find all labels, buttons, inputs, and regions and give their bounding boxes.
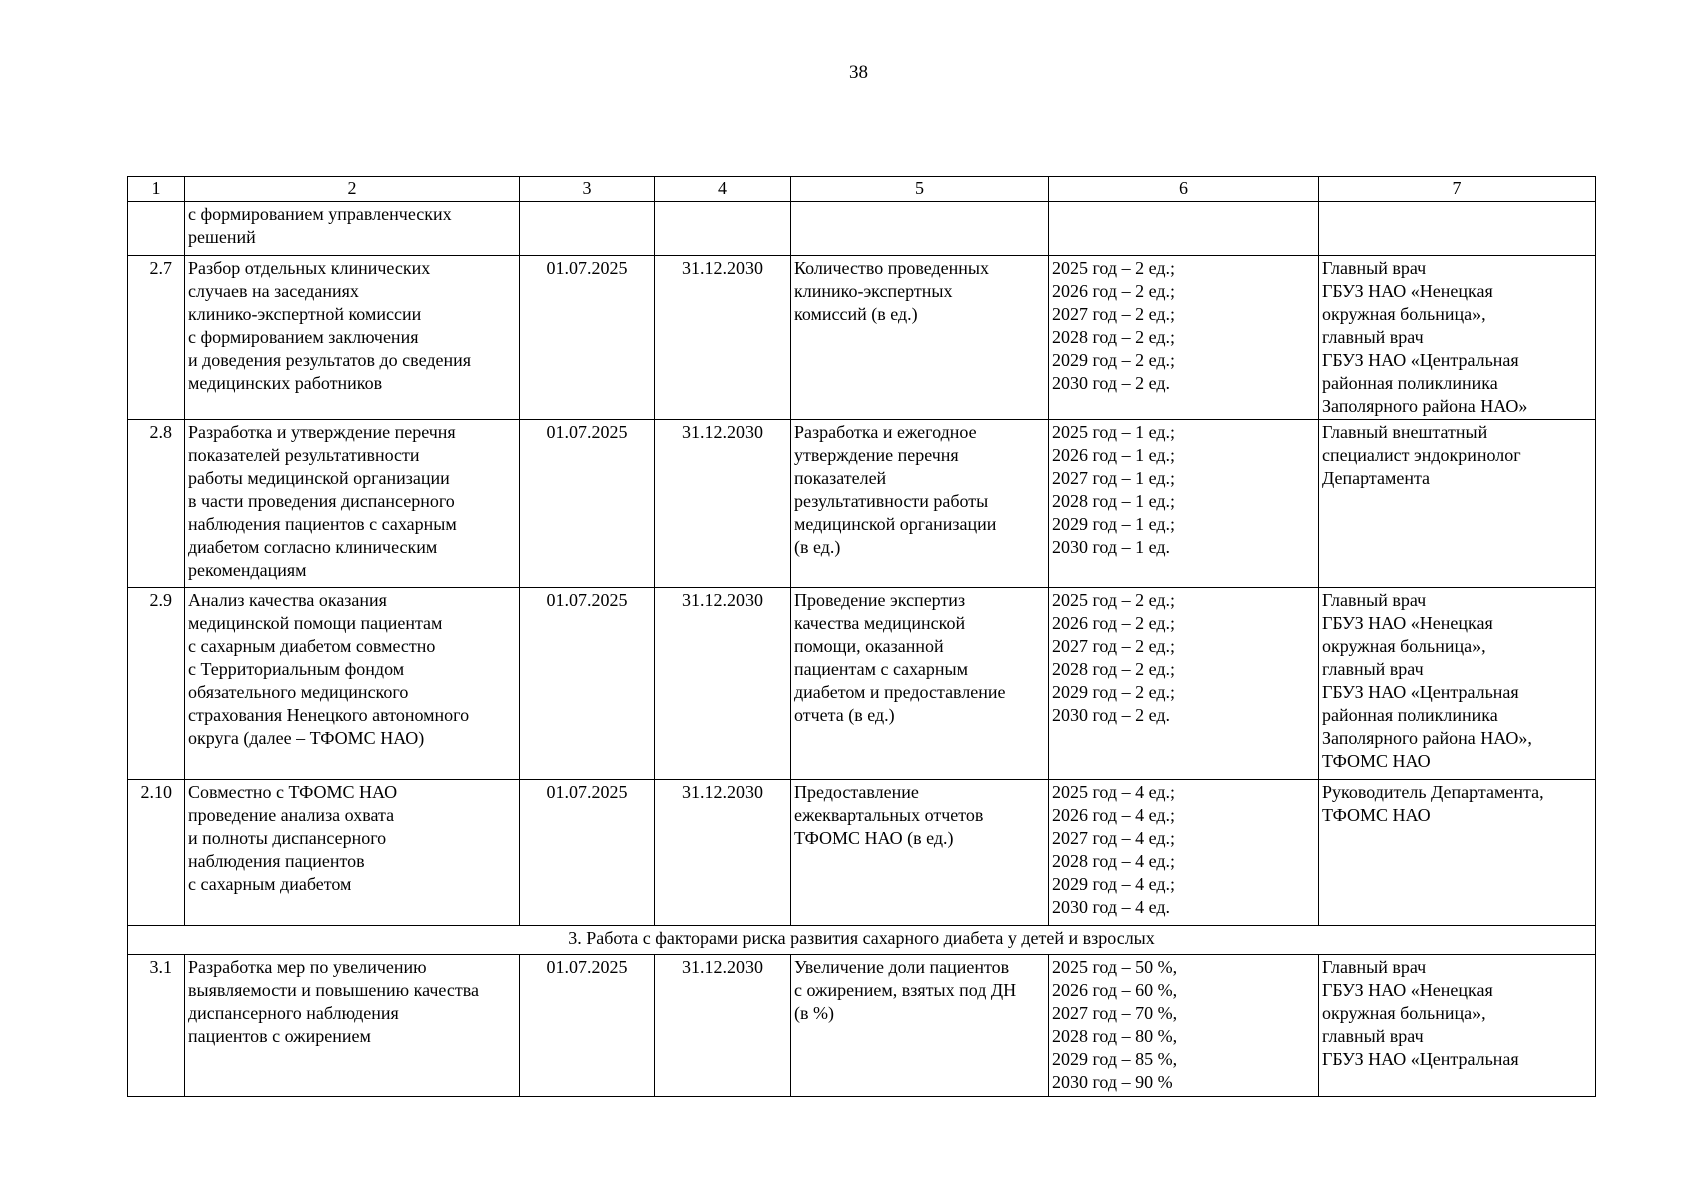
responsible-line: специалист эндокринолог xyxy=(1322,445,1521,465)
value-line: 2028 год – 80 %, xyxy=(1052,1026,1178,1046)
table-row xyxy=(128,256,1596,420)
indicator-cell xyxy=(791,256,1049,420)
activity-line: с сахарным диабетом xyxy=(188,874,352,894)
value-line: 2027 год – 70 %, xyxy=(1052,1003,1178,1023)
value-line: 2030 год – 1 ед. xyxy=(1052,537,1170,557)
indicator-line: диабетом и предоставление xyxy=(794,682,1006,702)
column-number: 4 xyxy=(655,177,791,202)
activity-cell xyxy=(185,256,520,420)
responsible-line: Главный врач xyxy=(1322,258,1427,278)
end-date: 31.12.2030 xyxy=(655,420,791,588)
value-line: 2028 год – 2 ед.; xyxy=(1052,327,1175,347)
indicator-line: утверждение перечня xyxy=(794,445,959,465)
activity-line: Разработка и утверждение перечня xyxy=(188,422,456,442)
activity-line: работы медицинской организации xyxy=(188,468,450,488)
value-line: 2028 год – 4 ед.; xyxy=(1052,851,1175,871)
activity-line: и полноты диспансерного xyxy=(188,828,387,848)
activity-line: рекомендациям xyxy=(188,560,307,580)
value-line: 2030 год – 2 ед. xyxy=(1052,705,1170,725)
indicator-line: комиссий (в ед.) xyxy=(794,304,918,324)
start-date: 01.07.2025 xyxy=(520,780,655,926)
start-date: 01.07.2025 xyxy=(520,955,655,1097)
activity-line: Разбор отдельных клинических xyxy=(188,258,431,278)
activity-line: обязательного медицинского xyxy=(188,682,409,702)
activity-line: с формированием заключения xyxy=(188,327,419,347)
start-date: 01.07.2025 xyxy=(520,420,655,588)
value-line: 2025 год – 2 ед.; xyxy=(1052,590,1175,610)
responsible-line: ГБУЗ НАО «Ненецкая xyxy=(1322,613,1493,633)
activity-line: Совместно с ТФОМС НАО xyxy=(188,782,398,802)
column-number: 3 xyxy=(520,177,655,202)
activity-line: выявляемости и повышению качества xyxy=(188,980,479,1000)
activity-cell xyxy=(185,420,520,588)
end-date: 31.12.2030 xyxy=(655,588,791,780)
indicator-line: с ожирением, взятых под ДН xyxy=(794,980,1017,1000)
value-line: 2027 год – 2 ед.; xyxy=(1052,636,1175,656)
value-line: 2026 год – 2 ед.; xyxy=(1052,613,1175,633)
activity-line: с формированием управленческих xyxy=(188,204,452,224)
responsible-line: окружная больница», xyxy=(1322,304,1486,324)
end-date: 31.12.2030 xyxy=(655,780,791,926)
value-line: 2026 год – 4 ед.; xyxy=(1052,805,1175,825)
indicator-line: помощи, оказанной xyxy=(794,636,944,656)
section-heading: 3. Работа с факторами риска развития сахарного диабета у детей и взрослых xyxy=(128,926,1596,955)
activity-line: диспансерного наблюдения xyxy=(188,1003,399,1023)
indicator-line: (в ед.) xyxy=(794,537,841,557)
activity-line: в части проведения диспансерного xyxy=(188,491,455,511)
responsible-line: ГБУЗ НАО «Центральная xyxy=(1322,1049,1519,1069)
page-number: 38 xyxy=(849,62,868,83)
activity-line: медицинской помощи пациентам xyxy=(188,613,443,633)
value-line: 2030 год – 90 % xyxy=(1052,1072,1173,1092)
value-line: 2025 год – 50 %, xyxy=(1052,957,1178,977)
activity-line: Разработка мер по увеличению xyxy=(188,957,427,977)
activity-line: округа (далее – ТФОМС НАО) xyxy=(188,728,425,748)
responsible-cell xyxy=(1319,780,1596,926)
value-line: 2026 год – 1 ед.; xyxy=(1052,445,1175,465)
values-cell xyxy=(1049,955,1319,1097)
indicator-line: Количество проведенных xyxy=(794,258,989,278)
indicator-line: Предоставление xyxy=(794,782,919,802)
responsible-line: Заполярного района НАО», xyxy=(1322,728,1532,748)
activity-line: наблюдения пациентов с сахарным xyxy=(188,514,457,534)
indicator-line: ежеквартальных отчетов xyxy=(794,805,984,825)
responsible-line: Руководитель Департамента, xyxy=(1322,782,1544,802)
activity-line: наблюдения пациентов xyxy=(188,851,365,871)
indicator-line: Увеличение доли пациентов xyxy=(794,957,1010,977)
column-number: 1 xyxy=(128,177,185,202)
row-number: 2.8 xyxy=(128,420,185,588)
activity-line: проведение анализа охвата xyxy=(188,805,395,825)
responsible-line: главный врач xyxy=(1322,659,1424,679)
row-number: 2.9 xyxy=(128,588,185,780)
activity-cell xyxy=(185,202,520,256)
responsible-line: районная поликлиника xyxy=(1322,373,1498,393)
row-number: 2.7 xyxy=(128,256,185,420)
activity-line: клинико-экспертной комиссии xyxy=(188,304,422,324)
value-line: 2026 год – 2 ед.; xyxy=(1052,281,1175,301)
value-line: 2025 год – 2 ед.; xyxy=(1052,258,1175,278)
value-line: 2025 год – 1 ед.; xyxy=(1052,422,1175,442)
indicator-line: отчета (в ед.) xyxy=(794,705,895,725)
indicator-line: качества медицинской xyxy=(794,613,966,633)
responsible-cell xyxy=(1319,955,1596,1097)
indicator-line: клинико-экспертных xyxy=(794,281,953,301)
activity-cell xyxy=(185,955,520,1097)
indicator-cell xyxy=(791,420,1049,588)
value-line: 2029 год – 4 ед.; xyxy=(1052,874,1175,894)
indicator-line: пациентам с сахарным xyxy=(794,659,969,679)
value-line: 2029 год – 85 %, xyxy=(1052,1049,1178,1069)
column-number: 6 xyxy=(1049,177,1319,202)
responsible-line: окружная больница», xyxy=(1322,636,1486,656)
value-line: 2028 год – 2 ед.; xyxy=(1052,659,1175,679)
row-number: 3.1 xyxy=(128,955,185,1097)
value-line: 2028 год – 1 ед.; xyxy=(1052,491,1175,511)
indicator-line: (в %) xyxy=(794,1003,834,1023)
responsible-line: Главный внештатный xyxy=(1322,422,1488,442)
activity-line: решений xyxy=(188,227,256,247)
value-line: 2029 год – 2 ед.; xyxy=(1052,350,1175,370)
activity-line: медицинских работников xyxy=(188,373,383,393)
responsible-line: ГБУЗ НАО «Центральная xyxy=(1322,682,1519,702)
indicator-cell xyxy=(791,588,1049,780)
indicator-line: Разработка и ежегодное xyxy=(794,422,977,442)
responsible-cell xyxy=(1319,256,1596,420)
values-cell xyxy=(1049,780,1319,926)
indicator-cell xyxy=(791,955,1049,1097)
end-date: 31.12.2030 xyxy=(655,256,791,420)
values-cell xyxy=(1049,420,1319,588)
indicator-line: показателей xyxy=(794,468,887,488)
indicator-line: результативности работы xyxy=(794,491,989,511)
value-line: 2025 год – 4 ед.; xyxy=(1052,782,1175,802)
value-line: 2027 год – 2 ед.; xyxy=(1052,304,1175,324)
responsible-line: окружная больница», xyxy=(1322,1003,1486,1023)
indicator-line: медицинской организации xyxy=(794,514,997,534)
activity-cell xyxy=(185,780,520,926)
value-line: 2029 год – 1 ед.; xyxy=(1052,514,1175,534)
value-line: 2026 год – 60 %, xyxy=(1052,980,1178,1000)
activity-line: диабетом согласно клиническим xyxy=(188,537,438,557)
activity-line: и доведения результатов до сведения xyxy=(188,350,472,370)
activity-line: страхования Ненецкого автономного xyxy=(188,705,470,725)
continuation-row xyxy=(128,202,1596,256)
activity-line: с Территориальным фондом xyxy=(188,659,405,679)
responsible-line: ГБУЗ НАО «Ненецкая xyxy=(1322,281,1493,301)
section-heading-row xyxy=(128,926,1596,955)
indicator-cell xyxy=(791,780,1049,926)
responsible-line: районная поликлиника xyxy=(1322,705,1498,725)
table-row xyxy=(128,955,1596,1097)
responsible-line: Главный врач xyxy=(1322,590,1427,610)
value-line: 2027 год – 4 ед.; xyxy=(1052,828,1175,848)
column-number: 5 xyxy=(791,177,1049,202)
activity-cell xyxy=(185,588,520,780)
column-number-header-row xyxy=(128,177,1596,202)
activity-line: с сахарным диабетом совместно xyxy=(188,636,436,656)
responsible-line: главный врач xyxy=(1322,1026,1424,1046)
value-line: 2029 год – 2 ед.; xyxy=(1052,682,1175,702)
start-date: 01.07.2025 xyxy=(520,256,655,420)
row-number: 2.10 xyxy=(128,780,185,926)
responsible-line: Заполярного района НАО» xyxy=(1322,396,1528,416)
responsible-line: Департамента xyxy=(1322,468,1431,488)
table-row xyxy=(128,588,1596,780)
responsible-line: Главный врач xyxy=(1322,957,1427,977)
action-plan-table xyxy=(127,176,1596,1097)
responsible-cell xyxy=(1319,420,1596,588)
indicator-line: Проведение экспертиз xyxy=(794,590,966,610)
responsible-line: ГБУЗ НАО «Ненецкая xyxy=(1322,980,1493,1000)
activity-line: показателей результативности xyxy=(188,445,420,465)
responsible-line: ТФОМС НАО xyxy=(1322,751,1431,771)
column-number: 2 xyxy=(185,177,520,202)
value-line: 2030 год – 4 ед. xyxy=(1052,897,1170,917)
responsible-line: главный врач xyxy=(1322,327,1424,347)
indicator-line: ТФОМС НАО (в ед.) xyxy=(794,828,954,848)
values-cell xyxy=(1049,256,1319,420)
values-cell xyxy=(1049,588,1319,780)
activity-line: случаев на заседаниях xyxy=(188,281,359,301)
end-date: 31.12.2030 xyxy=(655,955,791,1097)
responsible-cell xyxy=(1319,588,1596,780)
value-line: 2027 год – 1 ед.; xyxy=(1052,468,1175,488)
table-row xyxy=(128,420,1596,588)
start-date: 01.07.2025 xyxy=(520,588,655,780)
activity-line: Анализ качества оказания xyxy=(188,590,387,610)
responsible-line: ТФОМС НАО xyxy=(1322,805,1431,825)
activity-line: пациентов с ожирением xyxy=(188,1026,371,1046)
table-row xyxy=(128,780,1596,926)
value-line: 2030 год – 2 ед. xyxy=(1052,373,1170,393)
column-number: 7 xyxy=(1319,177,1596,202)
responsible-line: ГБУЗ НАО «Центральная xyxy=(1322,350,1519,370)
